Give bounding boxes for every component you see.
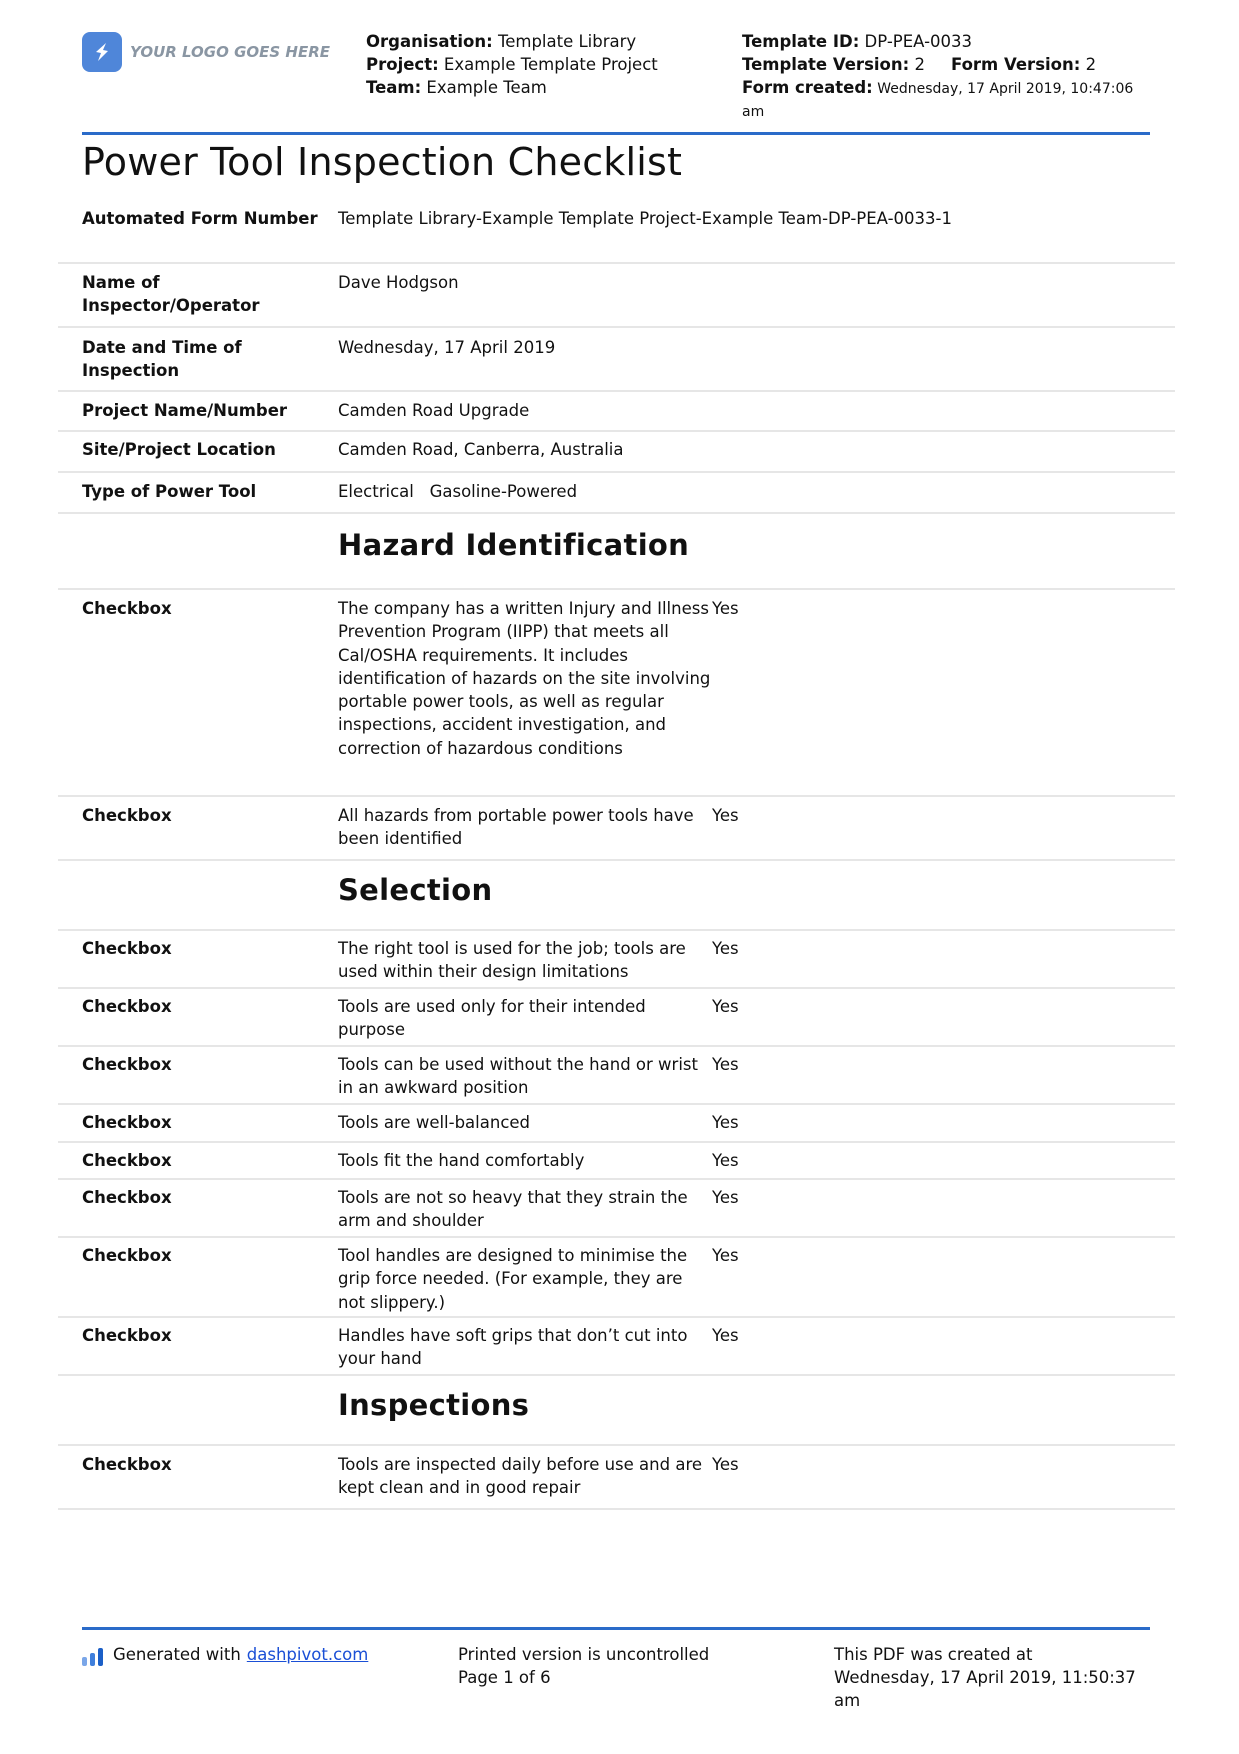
field-label: Type of Power Tool (82, 482, 257, 501)
form-version-value: 2 (1080, 55, 1097, 74)
item-label: Checkbox (82, 1055, 172, 1074)
organisation-label: Organisation: (366, 32, 493, 51)
field-row (58, 264, 1175, 328)
field-row (58, 392, 1175, 432)
item-label: Checkbox (82, 1151, 172, 1170)
checklist-row (58, 797, 1175, 861)
header-divider (82, 132, 1150, 135)
checklist-row (58, 1143, 1175, 1180)
checklist-row (58, 1105, 1175, 1143)
item-answer: Yes (712, 1055, 739, 1074)
item-answer: Yes (712, 806, 739, 825)
field-label: Automated Form Number (82, 209, 318, 228)
logo-mark-icon (82, 32, 122, 72)
field-value: Camden Road Upgrade (338, 401, 530, 420)
field-value: Camden Road, Canberra, Australia (338, 440, 624, 459)
checklist-row (58, 931, 1175, 989)
organisation-line (366, 30, 726, 53)
field-label: Site/Project Location (82, 440, 276, 459)
item-label: Checkbox (82, 806, 172, 825)
created-line-1: This PDF was created at (834, 1645, 1033, 1664)
item-answer: Yes (712, 1113, 739, 1132)
organisation-value: Template Library (492, 32, 637, 51)
item-answer: Yes (712, 997, 739, 1016)
checklist-row (58, 1238, 1175, 1318)
checklist-row (58, 590, 1175, 797)
section-header (58, 1376, 1175, 1446)
item-label: Checkbox (82, 1113, 172, 1132)
field-value: Dave Hodgson (338, 273, 459, 292)
item-label: Checkbox (82, 1188, 172, 1207)
form-version-label: Form Version: (950, 55, 1081, 74)
company-logo (82, 32, 330, 72)
item-answer: Yes (712, 1455, 739, 1474)
team-value: Example Team (421, 78, 547, 97)
field-row (58, 473, 1175, 514)
project-line (366, 53, 726, 76)
version-line (742, 53, 1162, 76)
form-table (58, 205, 1175, 1510)
form-created-label: Form created: (742, 78, 873, 97)
field-value: Wednesday, 17 April 2019 (338, 338, 556, 357)
checklist-row (58, 1318, 1175, 1376)
page-title: Power Tool Inspection Checklist (82, 140, 683, 184)
item-answer: Yes (712, 1151, 739, 1170)
template-id-line (742, 30, 1162, 53)
form-created-tail: am (742, 104, 765, 120)
header-template-info (742, 30, 1162, 124)
template-id-label: Template ID: (742, 32, 860, 51)
section-title: Inspections (338, 1388, 530, 1422)
section-header (58, 861, 1175, 931)
checklist-row (58, 989, 1175, 1047)
item-text: All hazards from portable power tools have been identified (338, 806, 694, 849)
item-label: Checkbox (82, 599, 172, 618)
item-text: The company has a written Injury and Illness Prevention Program (IIPP) that meets all Cal/OSHA requirements. It includes identification of hazards on the site involving portable power tools, as well as regular inspections, accident investigation, and correction of hazardous conditions (338, 599, 711, 758)
item-answer: Yes (712, 1246, 739, 1265)
field-row (58, 432, 1175, 473)
generated-with (82, 1643, 368, 1666)
checklist-row (58, 1047, 1175, 1105)
section-title: Hazard Identification (338, 528, 690, 562)
template-id-value: DP-PEA-0033 (859, 32, 973, 51)
field-value: Electrical Gasoline-Powered (338, 482, 578, 501)
section-title: Selection (338, 873, 493, 907)
checklist-row (58, 1180, 1175, 1238)
item-label: Checkbox (82, 939, 172, 958)
item-answer: Yes (712, 939, 739, 958)
created-line-2: Wednesday, 17 April 2019, 11:50:37 (834, 1668, 1136, 1687)
field-label: Date and Time of Inspection (82, 338, 242, 381)
team-line (366, 76, 726, 99)
field-label: Project Name/Number (82, 401, 288, 420)
item-label: Checkbox (82, 1455, 172, 1474)
project-value: Example Template Project (438, 55, 658, 74)
item-label: Checkbox (82, 1246, 172, 1265)
item-text: The right tool is used for the job; tools are used within their design limitations (338, 939, 686, 982)
footer-divider (82, 1627, 1150, 1630)
item-text: Tool handles are designed to minimise the grip force needed. (For example, they are not slippery.) (338, 1246, 688, 1312)
item-label: Checkbox (82, 1326, 172, 1345)
checklist-row (58, 1446, 1175, 1510)
item-text: Handles have soft grips that don’t cut into your hand (338, 1326, 688, 1369)
dashpivot-link[interactable]: dashpivot.com (246, 1645, 369, 1664)
template-version-label: Template Version: (742, 55, 910, 74)
item-text: Tools are well-balanced (338, 1113, 531, 1132)
team-label: Team: (366, 78, 422, 97)
item-text: Tools are not so heavy that they strain the arm and shoulder (338, 1188, 688, 1231)
page-number: Page 1 of 6 (458, 1668, 551, 1687)
field-row (58, 205, 1175, 264)
field-row (58, 328, 1175, 392)
item-text: Tools fit the hand comfortably (338, 1151, 585, 1170)
item-answer: Yes (712, 599, 739, 618)
item-text: Tools are used only for their intended purpose (338, 997, 646, 1040)
section-header (58, 514, 1175, 590)
footer-print-info (458, 1643, 788, 1689)
footer-created-info (834, 1643, 1154, 1712)
field-value: Template Library-Example Template Project-Example Team-DP-PEA-0033-1 (338, 209, 952, 228)
template-version-value: 2 (909, 55, 925, 74)
item-text: Tools are inspected daily before use and are kept clean and in good repair (338, 1455, 703, 1498)
logo-text: YOUR LOGO GOES HERE (130, 43, 331, 61)
uncontrolled-notice: Printed version is uncontrolled (458, 1645, 710, 1664)
form-created-value: Wednesday, 17 April 2019, 10:47:06 (872, 81, 1134, 97)
item-text: Tools can be used without the hand or wrist in an awkward position (338, 1055, 698, 1098)
item-answer: Yes (712, 1326, 739, 1345)
generated-prefix: Generated with (113, 1645, 241, 1664)
field-label: Name of Inspector/Operator (82, 273, 260, 316)
created-line-3: am (834, 1691, 861, 1710)
project-label: Project: (366, 55, 439, 74)
form-created-line (742, 76, 1162, 101)
item-label: Checkbox (82, 997, 172, 1016)
dashpivot-bars-icon (82, 1648, 103, 1666)
item-answer: Yes (712, 1188, 739, 1207)
header-project-info (366, 30, 726, 99)
